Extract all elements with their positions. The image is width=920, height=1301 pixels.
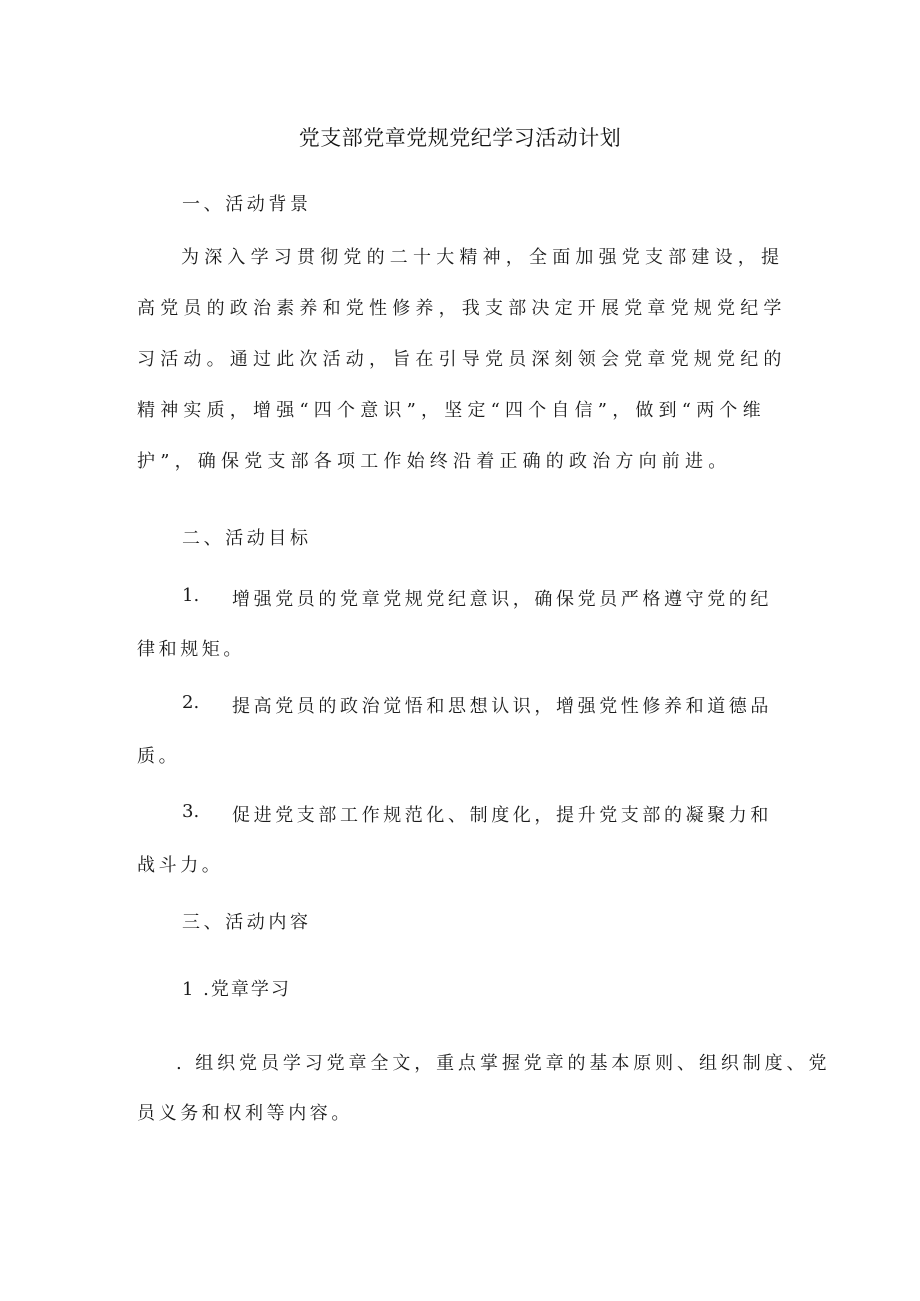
goal-2-number: 2. — [182, 692, 200, 713]
goal-1-line1: 增强党员的党章党规党纪意识，确保党员严格遵守党的纪 — [232, 589, 772, 610]
goal-3-line2: 战斗力。 — [137, 855, 224, 876]
goal-1-number: 1. — [182, 585, 200, 606]
goal-3-line1: 促进党支部工作规范化、制度化，提升党支部的凝聚力和 — [232, 805, 772, 826]
section-heading-goals: 二、活动目标 — [182, 528, 312, 549]
background-paragraph: 为深入学习贯彻党的二十大精神，全面加强党支部建设，提高党员的政治素养和党性修养，我支部决定开展党章党规党纪学习活动。通过此次活动，旨在引导党员深刻领会党章党规党纪的精神实质，增强“四个意识”，坚定“四个自信”，做到“两个维护”，确保党支部各项工作始终沿着正确的政治方向前进。 — [137, 247, 787, 472]
document-title: 党支部党章党规党纪学习活动计划 — [298, 126, 622, 150]
content-item-line2: 员义务和权利等内容。 — [137, 1103, 353, 1124]
section-heading-background: 一、活动背景 — [182, 194, 312, 215]
goal-3-number: 3. — [182, 801, 200, 822]
goal-2-line1: 提高党员的政治觉悟和思想认识，增强党性修养和道德品 — [232, 696, 772, 717]
goal-2-line2: 质。 — [137, 746, 181, 767]
goal-1-line2: 律和规矩。 — [137, 639, 245, 660]
content-item-line1: . 组织党员学习党章全文，重点掌握党章的基本原则、组织制度、党 — [176, 1053, 831, 1074]
subsection-heading-charter-study: 1 .党章学习 — [182, 979, 291, 1000]
section-heading-content: 三、活动内容 — [182, 912, 312, 933]
